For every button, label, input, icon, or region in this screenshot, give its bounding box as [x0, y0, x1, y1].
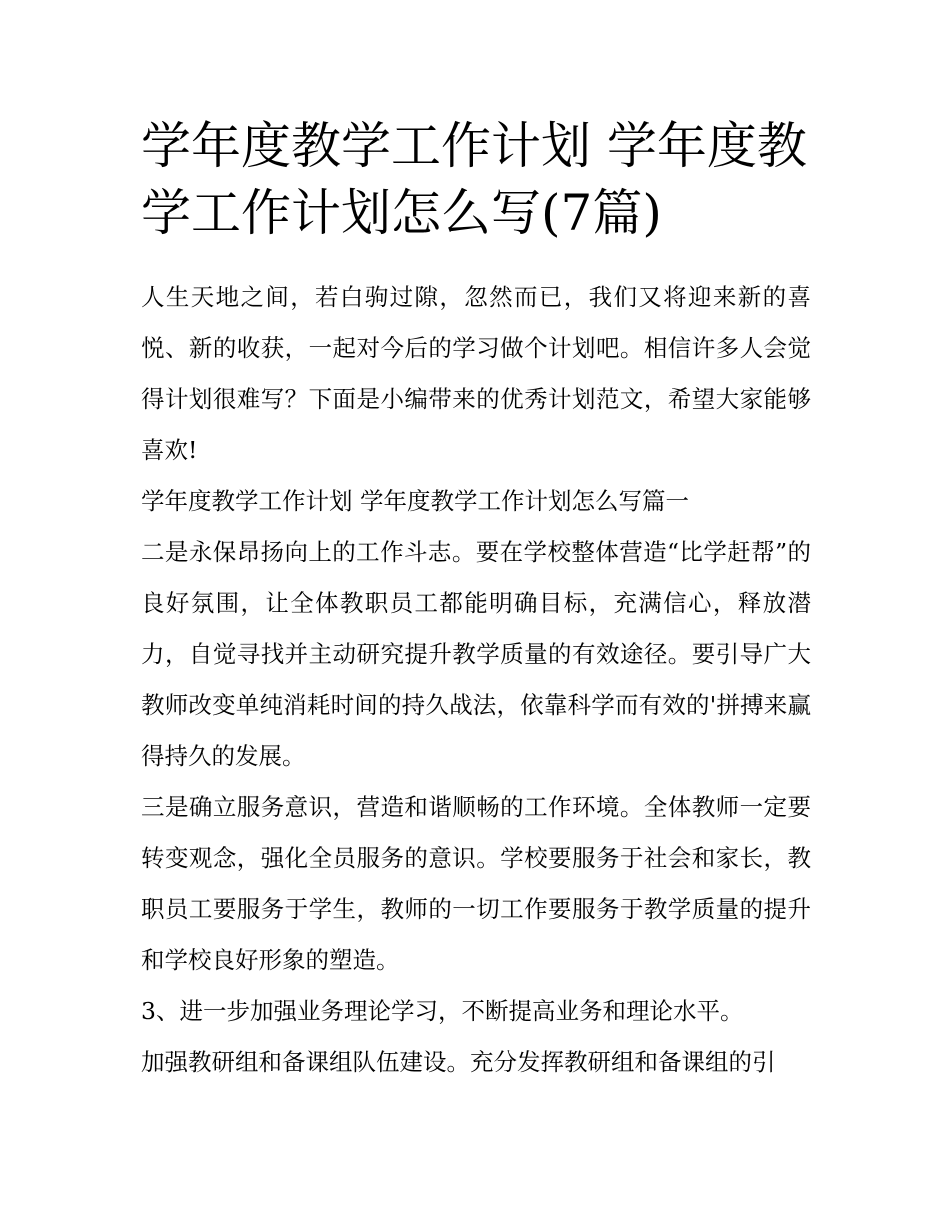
- body-paragraph: 3、进一步加强业务理论学习，不断提高业务和理论水平。: [141, 997, 744, 1025]
- body-paragraph: 加强教研组和备课组队伍建设。充分发挥教研组和备课组的引: [141, 1048, 776, 1076]
- body-paragraph: 三是确立服务意识，营造和谐顺畅的工作环境。全体教师一定要转变观念，强化全员服务的意识。学校要服务于社会和家长，教职员工要服务于学生，教师的一切工作要服务于教学质量的提升和学校良好形象的塑造。: [141, 793, 811, 974]
- document-title: 学年度教学工作计划 学年度教学工作计划怎么写(7篇): [141, 117, 807, 242]
- section-heading: 学年度教学工作计划 学年度教学工作计划怎么写篇一: [141, 487, 689, 515]
- intro-paragraph: 人生天地之间，若白驹过隙，忽然而已，我们又将迎来新的喜悦、新的收获，一起对今后的学习做个计划吧。相信许多人会觉得计划很难写？下面是小编带来的优秀计划范文，希望大家能够喜欢!: [141, 283, 811, 464]
- body-paragraph: 二是永保昂扬向上的工作斗志。要在学校整体营造“比学赶帮”的良好氛围，让全体教职员工都能明确目标，充满信心，释放潜力，自觉寻找并主动研究提升教学质量的有效途径。要引导广大教师改变单纯消耗时间的持久战法，依靠科学而有效的'拼搏来赢得持久的发展。: [141, 538, 811, 770]
- document-body: [141, 113, 811, 1088]
